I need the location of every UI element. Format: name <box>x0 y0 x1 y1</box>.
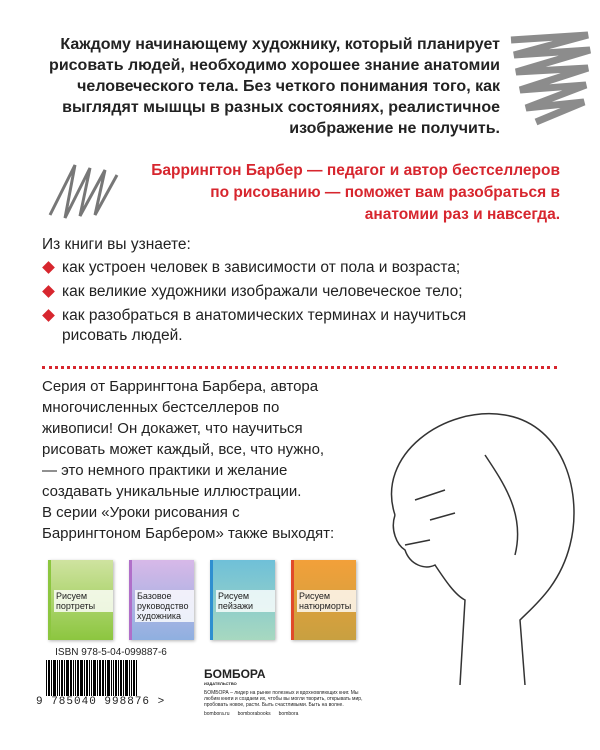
intro-text: Каждому начинающему художнику, который планирует рисовать людей, необходимо хорошее знание анатомии человеческого тела. Без четкого понимания того, как выглядят мышцы в разных состояниях, реалистичное изображение не получить. <box>49 36 500 137</box>
barcode-bar <box>53 660 56 696</box>
barcode-bar <box>57 660 58 696</box>
book-title: Базовое руководство художника <box>135 590 194 622</box>
barcode-bar <box>93 660 96 696</box>
barcode-bar <box>66 660 69 696</box>
barcode-bar <box>51 660 52 696</box>
barcode-bars <box>46 660 186 696</box>
barcode-bar <box>70 660 72 696</box>
list-item <box>42 306 502 346</box>
barcode-bar <box>80 660 83 696</box>
barcode-bar <box>115 660 117 696</box>
barcode-bar <box>125 660 128 696</box>
book-title: Рисуем пейзажи <box>216 590 275 612</box>
isbn: ISBN 978-5-04-099887-6 <box>55 647 167 658</box>
diamond-bullet-icon <box>42 285 55 298</box>
barcode-bar <box>89 660 90 696</box>
barcode-bar <box>48 660 50 696</box>
list-item-text: как разобраться в анатомических терминах и научиться рисовать людей. <box>62 307 467 344</box>
barcode-bar <box>75 660 76 696</box>
publisher-logo: БОМБОРА <box>204 667 266 681</box>
list-item-text: как великие художники изображали человеческое тело; <box>62 283 463 300</box>
barcode-bar <box>61 660 63 696</box>
diamond-bullet-icon <box>42 309 55 322</box>
series-note: В серии «Уроки рисования с Баррингтоном Барбером» также выходят: <box>42 504 335 542</box>
social-link[interactable]: bomborabooks <box>237 711 271 717</box>
barcode-bar <box>73 660 74 696</box>
barcode-bar <box>102 660 104 696</box>
book-cover[interactable] <box>210 560 275 640</box>
barcode-bar <box>91 660 92 696</box>
barcode-bar <box>136 660 137 696</box>
pencil-scribble-top <box>506 30 594 130</box>
barcode-bar <box>107 660 110 696</box>
barcode-bar <box>133 660 135 696</box>
barcode-bar <box>113 660 114 696</box>
barcode-bar <box>84 660 85 696</box>
series-books <box>48 560 356 640</box>
list-item-text: как устроен человек в зависимости от пола и возраста; <box>62 259 461 276</box>
publisher-sub: ИЗДАТЕЛЬСТВО <box>204 681 237 686</box>
book-title: Рисуем натюрморты <box>297 590 356 612</box>
publisher-desc: БОМБОРА – лидер на рынке полезных и вдохновляющих книг. Мы любим книги и создаем их, чтобы вы могли творить, открывать мир, пробовать новое, расти. Быть счастливыми. Быть на волне. <box>204 690 363 708</box>
barcode-bar <box>77 660 79 696</box>
head-sketch <box>345 395 585 695</box>
barcode-bar <box>123 660 124 696</box>
series-paragraph: Серия от Баррингтона Барбера, автора многочисленных бестселлеров по живописи! Он докажет, что научиться рисовать может каждый, все, что нужно, — это немного практики и желание создавать уникальные иллюстрации. <box>42 378 325 500</box>
barcode-bar <box>118 660 119 696</box>
book-cover[interactable] <box>291 560 356 640</box>
feature-list <box>42 258 502 350</box>
barcode-bar <box>120 660 122 696</box>
barcode-bar <box>59 660 60 696</box>
list-item <box>42 282 502 302</box>
list-lead: Из книги вы узнаете: <box>42 236 191 253</box>
barcode-bar <box>111 660 112 696</box>
barcode-bar <box>97 660 98 696</box>
website-link[interactable]: bombora.ru <box>204 711 230 717</box>
list-item <box>42 258 502 278</box>
barcode-bar <box>99 660 101 696</box>
pencil-scribble-left <box>45 160 125 220</box>
publisher-block <box>204 667 374 717</box>
author-note: Баррингтон Барбер — педагог и автор бестселлеров по рисованию — поможет вам разобраться в анатомии раз и навсегда. <box>151 162 560 223</box>
social-link[interactable]: bombora <box>278 711 299 717</box>
barcode-bar <box>64 660 65 696</box>
book-cover[interactable] <box>48 560 113 640</box>
barcode <box>36 647 186 708</box>
barcode-bar <box>131 660 132 696</box>
series-text <box>42 376 340 544</box>
barcode-bar <box>129 660 130 696</box>
barcode-digits: 9 785040 998876 > <box>36 696 166 708</box>
barcode-bar <box>46 660 47 696</box>
barcode-bar <box>105 660 106 696</box>
publisher-links <box>204 711 374 717</box>
dotted-divider <box>42 366 557 369</box>
book-title: Рисуем портреты <box>54 590 113 612</box>
diamond-bullet-icon <box>42 261 55 274</box>
book-cover[interactable] <box>129 560 194 640</box>
barcode-bar <box>86 660 88 696</box>
